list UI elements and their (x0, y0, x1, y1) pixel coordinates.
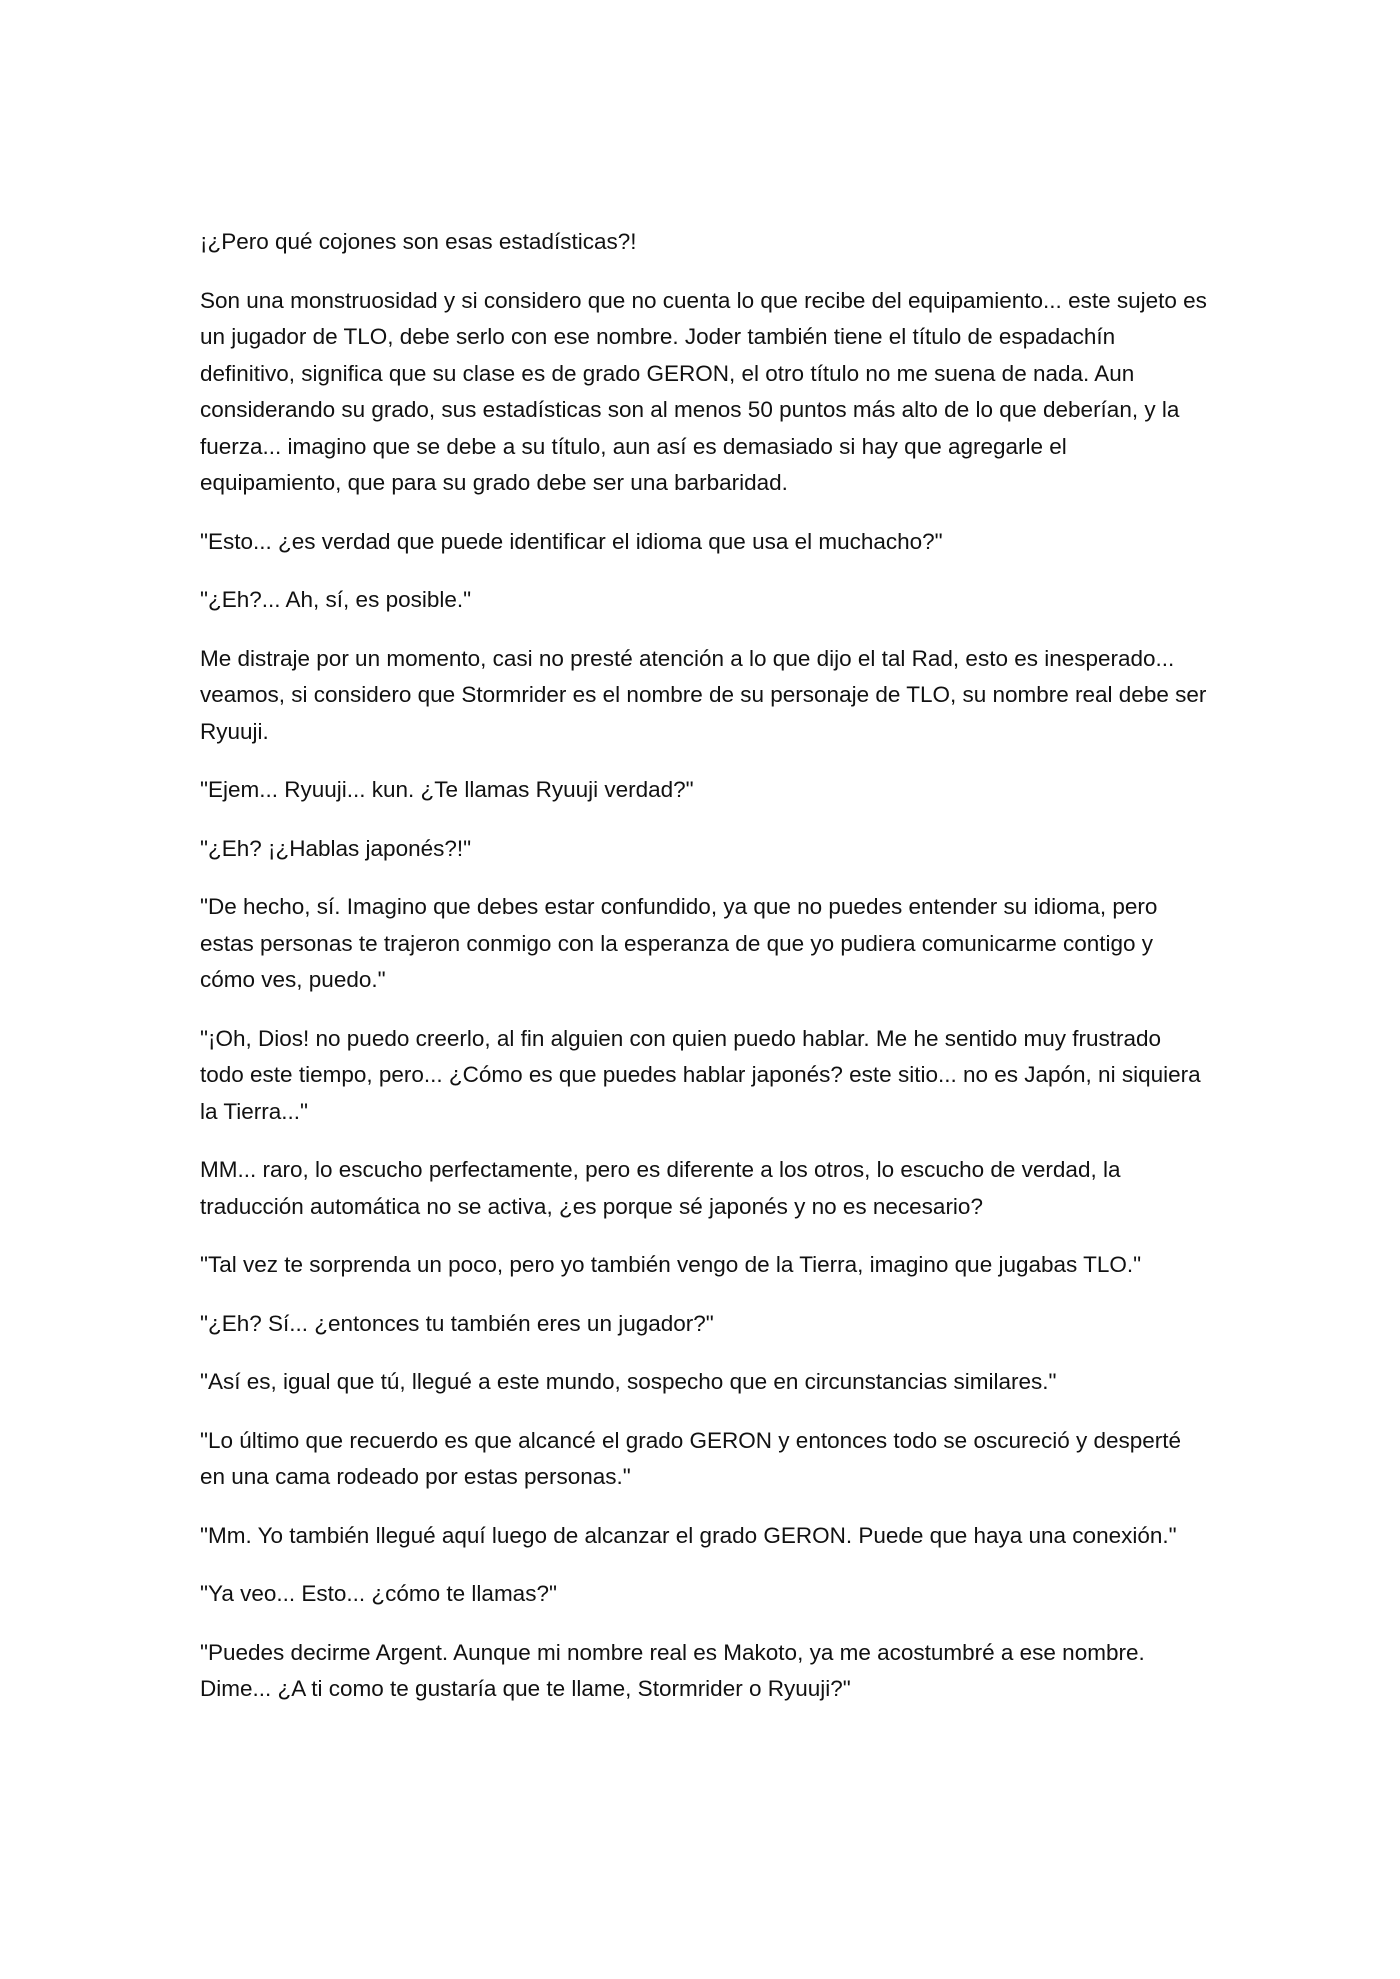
paragraph: "¿Eh?... Ah, sí, es posible." (200, 587, 472, 612)
paragraph: "Ya veo... Esto... ¿cómo te llamas?" (200, 1581, 557, 1606)
paragraph: "Lo último que recuerdo es que alcancé el grado GERON y entonces todo se oscureció y desperté en una cama rodeado por estas personas." (200, 1427, 1182, 1489)
paragraph: "¿Eh? ¡¿Hablas japonés?!" (200, 835, 472, 861)
paragraph: "Tal vez te sorprenda un poco, pero yo también vengo de la Tierra, imagino que jugabas TLO." (200, 1252, 1142, 1277)
paragraph: "¡Oh, Dios! no puedo creerlo, al fin alguien con quien puedo hablar. Me he sentido muy frustrado todo este tiempo, pero... ¿Cómo es que puedes hablar japonés? este sitio... no es Japón, ni siquiera la Tierra..." (200, 1025, 1201, 1124)
paragraph: "¿Eh? Sí... ¿entonces tu también eres un jugador?" (200, 1310, 714, 1336)
paragraph: "Así es, igual que tú, llegué a este mundo, sospecho que en circunstancias similares." (200, 1369, 1057, 1394)
paragraph: Me distraje por un momento, casi no presté atención a lo que dijo el tal Rad, esto es inesperado... veamos, si considero que Stormrider es el nombre de su personaje de TLO, su nombre real debe ser Ryuuji. (200, 645, 1207, 744)
paragraph: MM... raro, lo escucho perfectamente, pero es diferente a los otros, lo escucho de verdad, la traducción automática no se activa, ¿es porque sé japonés y no es necesario? (200, 1157, 1121, 1219)
paragraph: Son una monstruosidad y si considero que no cuenta lo que recibe del equipamiento... este sujeto es un jugador de TLO, debe serlo con ese nombre. Joder también tiene el título de espadachín definitivo, significa que su clase es de grado GERON, el otro título no me suena de nada. Aun considerando su grado, sus estadísticas son al menos 50 puntos más alto de lo que deberían, y la fuerza... imagino que se debe a su título, aun así es demasiado si hay que agregarle el equipamiento, que para su grado debe ser una barbaridad. (200, 287, 1207, 495)
document-page (200, 224, 1210, 1730)
paragraph: "De hecho, sí. Imagino que debes estar confundido, ya que no puedes entender su idioma, pero estas personas te trajeron conmigo con la esperanza de que yo pudiera comunicarme contigo y cómo ves, puedo." (200, 894, 1158, 992)
paragraph: "Ejem... Ryuuji... kun. ¿Te llamas Ryuuji verdad?" (200, 777, 694, 802)
paragraph: "Puedes decirme Argent. Aunque mi nombre real es Makoto, ya me acostumbré a ese nombre. Dime... ¿A ti como te gustaría que te llame, Stormrider o Ryuuji?" (200, 1639, 1145, 1701)
paragraph: "Esto... ¿es verdad que puede identificar el idioma que usa el muchacho?" (200, 528, 943, 554)
paragraph: ¡¿Pero qué cojones son esas estadísticas?! (200, 229, 637, 254)
paragraph: "Mm. Yo también llegué aquí luego de alcanzar el grado GERON. Puede que haya una conexión." (200, 1522, 1177, 1548)
